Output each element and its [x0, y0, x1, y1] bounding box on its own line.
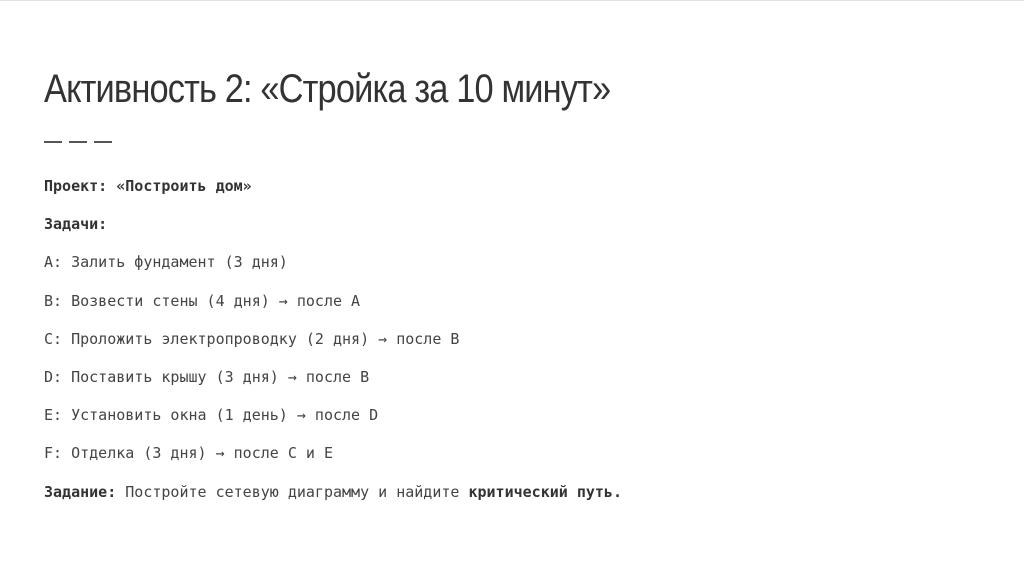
- assignment-label: Задание:: [44, 482, 117, 501]
- assignment-text: Постройте сетевую диаграмму и найдите: [116, 482, 469, 501]
- assignment-line: [44, 477, 622, 515]
- task-item-a: A: Залить фундамент (3 дня): [44, 253, 288, 272]
- task-item-e: E: Установить окна (1 день) → после D: [44, 406, 379, 425]
- slide-title: Активность 2: «Стройка за 10 минут»: [44, 67, 611, 111]
- slide-body: [44, 171, 622, 515]
- task-item-b: B: Возвести стены (4 дня) → после A: [44, 291, 361, 310]
- task-item-d: D: Поставить крышу (3 дня) → после B: [44, 367, 370, 386]
- project-line: Проект: «Построить дом»: [44, 177, 252, 195]
- tasks-heading: Задачи:: [44, 215, 108, 234]
- title-divider: [44, 141, 112, 143]
- task-item-f: F: Отделка (3 дня) → после C и E: [44, 444, 333, 463]
- task-item-c: C: Проложить электропроводку (2 дня) → после B: [44, 329, 460, 348]
- assignment-emphasis: критический путь.: [468, 482, 622, 501]
